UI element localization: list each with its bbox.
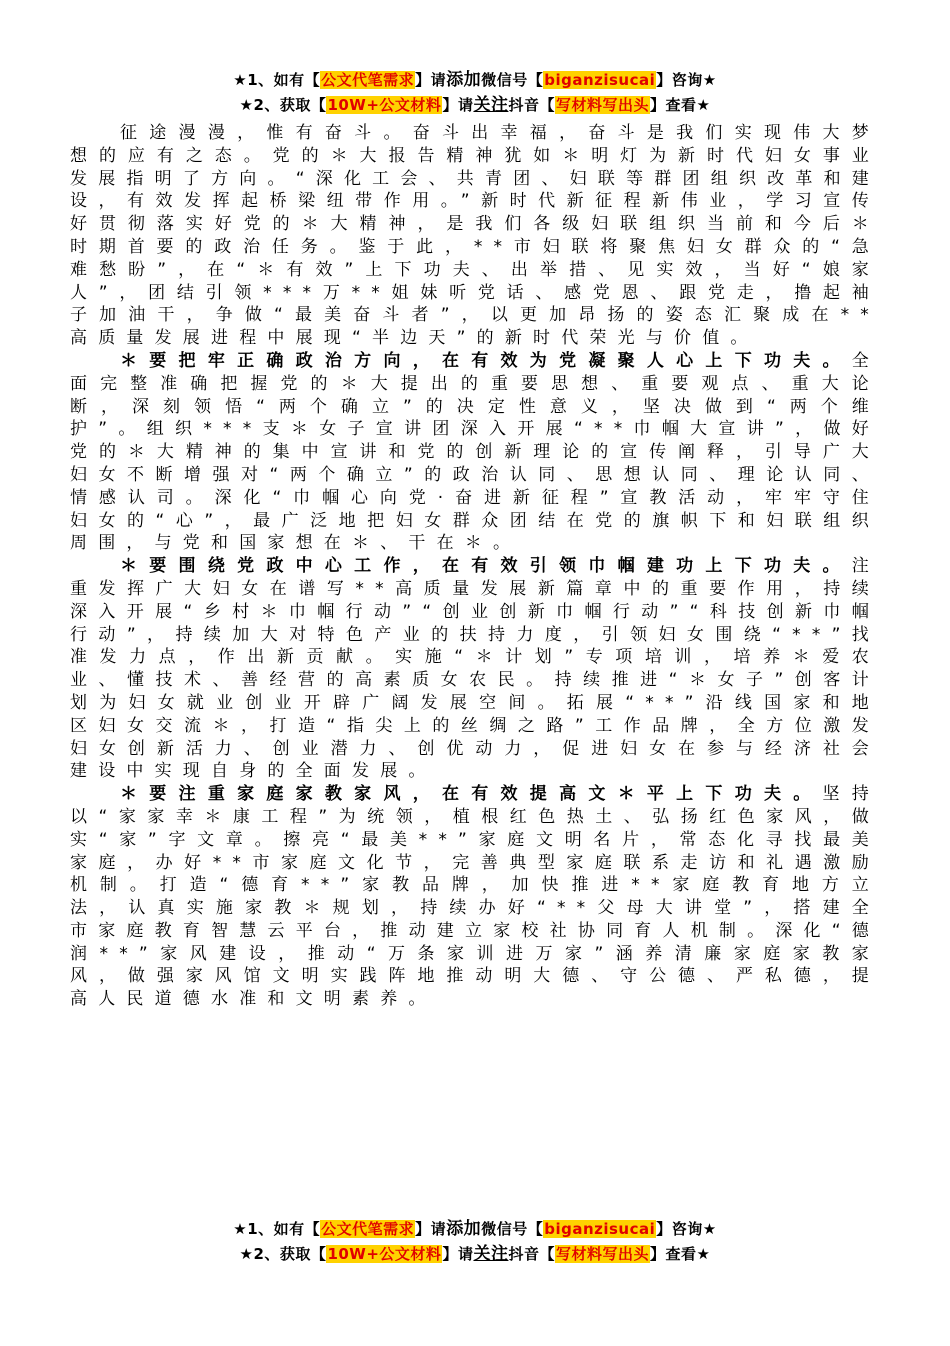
ad-text: ★1、如有【 <box>233 1220 321 1238</box>
ad-highlight-douyin[interactable]: 写材料写出头 <box>555 96 649 114</box>
paragraph-section-3 <box>70 783 880 1011</box>
ad-line-1-footer <box>70 1217 880 1242</box>
paragraph-text: 坚持以“家家幸＊康工程”为统领，植根红色热土、弘扬红色家风，做实“家”字文章。擦亮“最美**”家庭文明名片，常态化寻找最美家庭，办好**市家庭文化节，完善典型家庭联系走访和礼遇激励机制。打造“德育**”家教品牌，加快推进**家庭教育地方立法，认真实施家教＊规划，持续办好“**父母大讲堂”，搭建全市家庭教育智慧云平台，推动建立家校社协同育人机制。深化“德润**”家风建设，推动“万条家训进万家”涵养清廉家庭家教家风，做强家风馆文明实践阵地推动明大德、守公德、严私德，提高人民道德水准和文明素养。 <box>70 784 880 1010</box>
ad-highlight: 10W+公文材料 <box>327 96 442 114</box>
ad-text: 】查看★ <box>649 1245 711 1263</box>
ad-text: ★2、获取【 <box>239 96 327 114</box>
ad-text: 】咨询★ <box>656 71 717 89</box>
ad-highlight: 公文代笔需求 <box>321 71 415 89</box>
ad-text: 】请 <box>442 96 474 114</box>
ad-line-2-footer <box>70 1242 880 1267</box>
ad-text: ★2、获取【 <box>239 1245 327 1263</box>
ad-text: 抖音【 <box>508 1245 555 1263</box>
ad-emphasis: 添加 <box>446 1219 482 1239</box>
ad-emphasis: 关注 <box>473 1244 509 1264</box>
ad-text: 】请 <box>415 1220 447 1238</box>
ad-text: 微信号【 <box>481 71 544 89</box>
paragraph-intro <box>70 122 880 350</box>
ad-text: 】咨询★ <box>656 1220 717 1238</box>
ad-highlight-wechat[interactable]: biganzisucai <box>544 1220 656 1238</box>
paragraph-text: 全面完整准确把握党的＊大提出的重要思想、重要观点、重大论断，深刻领悟“两个确立”的决定性意义，坚决做到“两个维护”。组织***支＊女子宣讲团深入开展“**巾帼大宣讲”，做好党的＊大精神的集中宣讲和党的创新理论的宣传阐释，引导广大妇女不断增强对“两个确立”的政治认同、思想认同、理论认同、情感认司。深化“巾帼心向党·奋进新征程”宣教活动，牢牢守住妇女的“心”，最广泛地把妇女群众团结在党的旗帜下和妇联组织周围，与党和国家想在＊、干在＊。 <box>70 350 880 554</box>
document-page <box>70 68 880 1011</box>
ad-text: 】请 <box>442 1245 474 1263</box>
ad-highlight-wechat[interactable]: biganzisucai <box>544 71 656 89</box>
ad-line-1 <box>70 68 880 93</box>
section-heading: ＊要注重家庭家教家风，在有效提高文＊平上下功夫。 <box>120 784 823 805</box>
ad-line-2 <box>70 93 880 118</box>
section-heading: ＊要围绕党政中心工作，在有效引领巾帼建功上下功夫。 <box>120 556 852 577</box>
paragraph-text: 征途漫漫，惟有奋斗。奋斗出幸福，奋斗是我们实现伟大梦想的应有之态。党的＊大报告精神犹如＊明灯为新时代妇女事业发展指明了方向。“深化工会、共青团、妇联等群团组织改革和建设，有效发挥起桥梁纽带作用。”新时代新征程新伟业，学习宣传好贯彻落实好党的＊大精神，是我们各级妇联组织当前和今后＊时期首要的政治任务。鉴于此，**市妇联将聚焦妇女群众的“急难愁盼”，在“＊有效”上下功夫、出举措、见实效，当好“娘家人”，团结引领***万**姐妹听党话、感党恩、跟党走，撸起袖子加油干，争做“最美奋斗者”，以更加昂扬的姿态汇聚成在**高质量发展进程中展现“半边天”的新时代荣光与价值。 <box>70 123 880 349</box>
ad-text: 微信号【 <box>481 1220 544 1238</box>
ad-emphasis: 添加 <box>446 70 482 90</box>
paragraph-section-2 <box>70 555 880 783</box>
ad-text: 】请 <box>415 71 447 89</box>
article-body <box>70 122 880 1011</box>
ad-highlight-douyin[interactable]: 写材料写出头 <box>555 1245 649 1263</box>
ad-text: 】查看★ <box>649 96 711 114</box>
paragraph-section-1 <box>70 350 880 555</box>
section-heading: ＊要把牢正确政治方向，在有效为党凝聚人心上下功夫。 <box>120 350 852 371</box>
ad-emphasis: 关注 <box>473 95 509 115</box>
ad-highlight: 10W+公文材料 <box>327 1245 442 1263</box>
ad-text: 抖音【 <box>508 96 555 114</box>
footer-ads <box>70 1217 880 1267</box>
ad-text: ★1、如有【 <box>233 71 321 89</box>
ad-highlight: 公文代笔需求 <box>321 1220 415 1238</box>
paragraph-text: 注重发挥广大妇女在谱写**高质量发展新篇章中的重要作用，持续深入开展“乡村＊巾帼行动”“创业创新巾帼行动”“科技创新巾帼行动”，持续加大对特色产业的扶持力度，引领妇女围绕“**”找准发力点，作出新贡献。实施“＊计划”专项培训，培养＊爱农业、懂技术、善经营的高素质女农民。持续推进“＊女子”创客计划为妇女就业创业开辟广阔发展空间。拓展“**”沿线国家和地区妇女交流＊，打造“指尖上的丝绸之路”工作品牌，全方位激发妇女创新活力、创业潜力、创优动力，促进妇女在参与经济社会建设中实现自身的全面发展。 <box>70 556 880 782</box>
